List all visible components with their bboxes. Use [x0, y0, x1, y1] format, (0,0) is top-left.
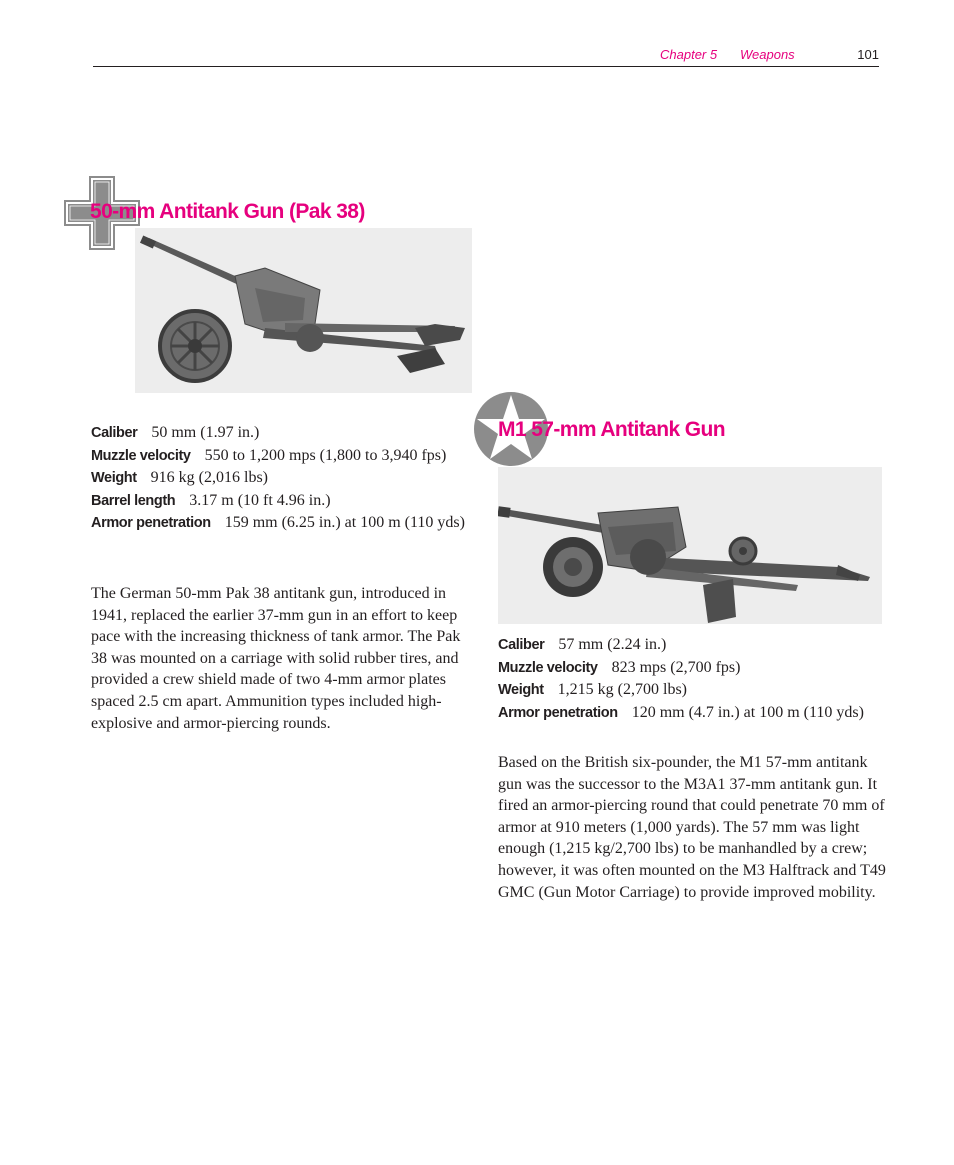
m1-spec-list	[498, 634, 882, 724]
pak38-spec-list	[91, 422, 471, 535]
spec-armor-penetration: Armor penetration 159 mm (6.25 in.) at 100 m (110 yds)	[91, 514, 465, 531]
m1-gun-illustration	[498, 467, 882, 624]
section-label: Weapons	[740, 47, 795, 62]
m1-description: Based on the British six-pounder, the M1 57-mm antitank gun was the successor to the M3A1 37-mm antitank gun. It fired an armor-piercing round that could penetrate 70 mm of armor at 910 meters (1,000 yards). The 57 mm was light enough (1,215 kg/2,700 lbs) to be manhandled by a crew; however, it was often mounted on the M3 Halftrack and T49 GMC (Gun Motor Carriage) to provide improved mobility.	[498, 754, 886, 901]
spec-armor-penetration: Armor penetration 120 mm (4.7 in.) at 100 m (110 yds)	[498, 703, 864, 721]
running-header	[93, 46, 879, 67]
pak38-title: 50-mm Antitank Gun (Pak 38)	[90, 200, 365, 223]
spec-weight: Weight 916 kg (2,016 lbs)	[91, 469, 268, 486]
spec-muzzle-velocity: Muzzle velocity 823 mps (2,700 fps)	[498, 658, 741, 676]
pak38-description: The German 50-mm Pak 38 antitank gun, introduced in 1941, replaced the earlier 37-mm gun in an effort to keep pace with the increasing thickness of tank armor. The Pak 38 was mounted on a carriage with solid rubber tires, and provided a crew shield made of two 4-mm armor plates spaced 2.5 cm apart. Ammunition types included high-explosive and armor-piercing rounds.	[91, 585, 461, 732]
page-number: 101	[857, 47, 879, 62]
spec-caliber: Caliber 57 mm (2.24 in.)	[498, 636, 667, 653]
m1-photo	[498, 467, 882, 624]
chapter-label: Chapter 5	[660, 47, 718, 62]
spec-weight: Weight 1,215 kg (2,700 lbs)	[498, 681, 687, 698]
pak38-gun-illustration	[135, 228, 472, 393]
pak38-photo	[135, 228, 472, 393]
m1-title: M1 57-mm Antitank Gun	[498, 418, 725, 441]
spec-caliber: Caliber 50 mm (1.97 in.)	[91, 424, 260, 441]
spec-barrel-length: Barrel length 3.17 m (10 ft 4.96 in.)	[91, 491, 331, 509]
spec-muzzle-velocity: Muzzle velocity 550 to 1,200 mps (1,800 to 3,940 fps)	[91, 446, 447, 464]
